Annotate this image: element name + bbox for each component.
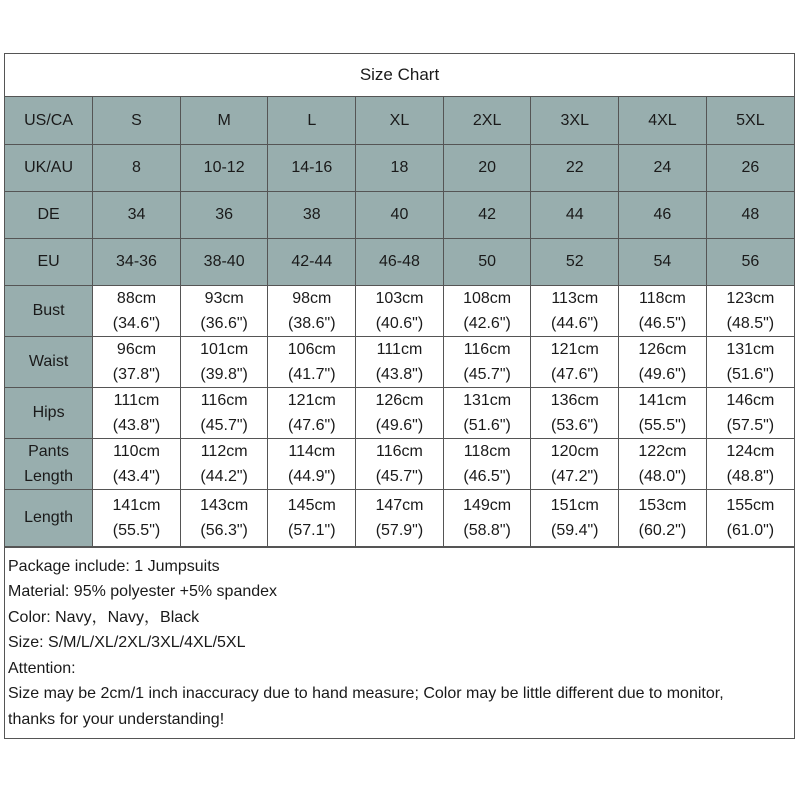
note-line: Material: 95% polyester +5% spandex bbox=[8, 583, 278, 600]
size-table bbox=[5, 97, 794, 547]
size-cell: 42 bbox=[443, 191, 531, 238]
chart-title: Size Chart bbox=[5, 54, 794, 97]
measurement-cell bbox=[706, 438, 794, 489]
measurement-cell bbox=[180, 285, 268, 336]
note-line: Size may be 2cm/1 inch inaccuracy due to hand measure; Color may be little different due to monitor, bbox=[8, 685, 724, 702]
size-row bbox=[5, 238, 794, 285]
row-header: DE bbox=[5, 191, 93, 238]
measurement-cell bbox=[93, 285, 181, 336]
measurement-cell bbox=[619, 336, 707, 387]
cm-value: 143cm bbox=[200, 496, 249, 514]
cm-value: 153cm bbox=[638, 496, 687, 514]
measurement-cell bbox=[443, 336, 531, 387]
cm-value: 155cm bbox=[726, 496, 775, 514]
cm-value: 124cm bbox=[726, 442, 775, 460]
inch-value: (49.6") bbox=[638, 365, 687, 383]
size-cell: M bbox=[180, 97, 268, 144]
measurement-cell bbox=[356, 285, 444, 336]
size-cell: 4XL bbox=[619, 97, 707, 144]
row-header bbox=[5, 336, 93, 387]
size-cell: 8 bbox=[93, 144, 181, 191]
inch-value: (56.3") bbox=[200, 521, 248, 539]
cm-value: 116cm bbox=[376, 442, 423, 460]
size-cell: 44 bbox=[531, 191, 619, 238]
size-row bbox=[5, 191, 794, 238]
size-cell: 3XL bbox=[531, 97, 619, 144]
cm-value: 123cm bbox=[726, 289, 775, 307]
measurement-cell bbox=[619, 285, 707, 336]
measurement-cell bbox=[619, 438, 707, 489]
measurement-cell bbox=[531, 285, 619, 336]
cm-value: 113cm bbox=[551, 289, 599, 307]
measurement-cell bbox=[268, 285, 356, 336]
row-header bbox=[5, 438, 93, 489]
size-cell: XL bbox=[356, 97, 444, 144]
measurement-cell bbox=[268, 336, 356, 387]
measurement-cell bbox=[268, 387, 356, 438]
size-cell: 20 bbox=[443, 144, 531, 191]
measurement-cell bbox=[619, 387, 707, 438]
size-cell: 34-36 bbox=[93, 238, 181, 285]
cm-value: 116cm bbox=[200, 391, 248, 409]
cm-value: 101cm bbox=[200, 340, 249, 358]
measurement-cell bbox=[443, 438, 531, 489]
size-cell: 26 bbox=[706, 144, 794, 191]
note-line: Size: S/M/L/XL/2XL/3XL/4XL/5XL bbox=[8, 634, 246, 651]
measurement-cell bbox=[706, 336, 794, 387]
cm-value: 118cm bbox=[639, 289, 686, 307]
size-cell: 38 bbox=[268, 191, 356, 238]
size-cell: 54 bbox=[619, 238, 707, 285]
size-cell: 40 bbox=[356, 191, 444, 238]
inch-value: (44.9") bbox=[288, 467, 336, 485]
inch-value: (43.4") bbox=[112, 467, 161, 485]
row-header-line: Bust bbox=[32, 302, 65, 319]
cm-value: 141cm bbox=[638, 391, 687, 409]
size-cell: 22 bbox=[531, 144, 619, 191]
note-line: thanks for your understanding! bbox=[8, 710, 225, 728]
measurement-row bbox=[5, 489, 794, 546]
cm-value: 112cm bbox=[200, 442, 248, 460]
inch-value: (48.8") bbox=[726, 467, 775, 485]
row-header: EU bbox=[5, 238, 93, 285]
inch-value: (53.6") bbox=[551, 416, 599, 434]
inch-value: (55.5") bbox=[112, 521, 161, 539]
size-cell: 34 bbox=[93, 191, 181, 238]
cm-value: 110cm bbox=[113, 442, 160, 460]
inch-value: (45.7") bbox=[463, 365, 511, 383]
cm-value: 131cm bbox=[463, 391, 512, 409]
cm-value: 141cm bbox=[112, 496, 161, 514]
size-table-body bbox=[5, 97, 794, 546]
measurement-row bbox=[5, 336, 794, 387]
measurement-cell bbox=[180, 387, 268, 438]
row-header bbox=[5, 489, 93, 546]
cm-value: 106cm bbox=[287, 340, 336, 358]
cm-value: 116cm bbox=[463, 340, 511, 358]
row-header bbox=[5, 285, 93, 336]
measurement-cell bbox=[531, 438, 619, 489]
inch-value: (44.6") bbox=[551, 314, 599, 332]
measurement-cell bbox=[180, 489, 268, 546]
measurement-cell bbox=[706, 489, 794, 546]
size-cell: 50 bbox=[443, 238, 531, 285]
measurement-cell bbox=[268, 489, 356, 546]
size-cell: 18 bbox=[356, 144, 444, 191]
size-cell: 38-40 bbox=[180, 238, 268, 285]
inch-value: (41.7") bbox=[288, 365, 336, 383]
cm-value: 126cm bbox=[638, 340, 687, 358]
row-header: UK/AU bbox=[5, 144, 93, 191]
size-cell: S bbox=[93, 97, 181, 144]
cm-value: 108cm bbox=[463, 289, 512, 307]
cm-value: 103cm bbox=[375, 289, 424, 307]
size-cell: 56 bbox=[706, 238, 794, 285]
row-header: US/CA bbox=[5, 97, 93, 144]
inch-value: (51.6") bbox=[726, 365, 775, 383]
inch-value: (34.6") bbox=[112, 314, 161, 332]
inch-value: (61.0") bbox=[726, 521, 775, 539]
measurement-cell bbox=[356, 489, 444, 546]
size-cell: 10-12 bbox=[180, 144, 268, 191]
cm-value: 111cm bbox=[376, 340, 423, 358]
inch-value: (60.2") bbox=[638, 521, 687, 539]
inch-value: (36.6") bbox=[200, 314, 248, 332]
row-header-line: Length bbox=[24, 509, 74, 526]
cm-value: 96cm bbox=[116, 340, 157, 358]
measurement-cell bbox=[531, 387, 619, 438]
size-chart-frame bbox=[4, 53, 795, 739]
measurement-cell bbox=[356, 387, 444, 438]
inch-value: (58.8") bbox=[463, 521, 511, 539]
size-row bbox=[5, 97, 794, 144]
measurement-cell bbox=[180, 438, 268, 489]
measurement-row bbox=[5, 387, 794, 438]
measurement-cell bbox=[93, 489, 181, 546]
measurement-cell bbox=[180, 336, 268, 387]
cm-value: 122cm bbox=[638, 442, 687, 460]
measurement-cell bbox=[93, 438, 181, 489]
cm-value: 149cm bbox=[463, 496, 512, 514]
measurement-cell bbox=[443, 489, 531, 546]
size-cell: 46 bbox=[619, 191, 707, 238]
cm-value: 93cm bbox=[204, 289, 244, 307]
inch-value: (55.5") bbox=[638, 416, 687, 434]
size-row bbox=[5, 144, 794, 191]
note-line: Attention: bbox=[8, 659, 76, 677]
measurement-cell bbox=[356, 438, 444, 489]
cm-value: 146cm bbox=[726, 391, 775, 409]
inch-value: (44.2") bbox=[200, 467, 248, 485]
measurement-cell bbox=[93, 336, 181, 387]
inch-value: (45.7") bbox=[200, 416, 248, 434]
note-line: Package include: 1 Jumpsuits bbox=[8, 557, 220, 575]
inch-value: (43.8") bbox=[112, 416, 161, 434]
inch-value: (47.6") bbox=[551, 365, 599, 383]
inch-value: (46.5") bbox=[638, 314, 687, 332]
row-header-line: Waist bbox=[28, 353, 69, 370]
inch-value: (49.6") bbox=[375, 416, 424, 434]
inch-value: (38.6") bbox=[288, 314, 336, 332]
cm-value: 121cm bbox=[287, 391, 336, 409]
measurement-cell bbox=[531, 336, 619, 387]
inch-value: (57.9") bbox=[375, 521, 424, 539]
cm-value: 136cm bbox=[550, 391, 599, 409]
size-cell: 24 bbox=[619, 144, 707, 191]
measurement-cell bbox=[443, 387, 531, 438]
inch-value: (42.6") bbox=[463, 314, 511, 332]
inch-value: (40.6") bbox=[375, 314, 424, 332]
cm-value: 151cm bbox=[550, 496, 599, 514]
size-cell: 42-44 bbox=[268, 238, 356, 285]
inch-value: (45.7") bbox=[375, 467, 424, 485]
measurement-row bbox=[5, 285, 794, 336]
measurement-cell bbox=[531, 489, 619, 546]
note-line: Color: Navy，Navy，Black bbox=[8, 608, 200, 626]
cm-value: 147cm bbox=[375, 496, 424, 514]
product-notes bbox=[5, 547, 794, 733]
row-header-line: Hips bbox=[32, 404, 65, 421]
cm-value: 114cm bbox=[288, 442, 336, 460]
measurement-cell bbox=[706, 285, 794, 336]
size-cell: 48 bbox=[706, 191, 794, 238]
inch-value: (57.5") bbox=[726, 416, 775, 434]
inch-value: (39.8") bbox=[200, 365, 248, 383]
inch-value: (48.5") bbox=[726, 314, 775, 332]
measurement-cell bbox=[619, 489, 707, 546]
cm-value: 120cm bbox=[550, 442, 599, 460]
measurement-row bbox=[5, 438, 794, 489]
size-cell: 14-16 bbox=[268, 144, 356, 191]
inch-value: (43.8") bbox=[375, 365, 424, 383]
inch-value: (57.1") bbox=[288, 521, 336, 539]
inch-value: (37.8") bbox=[112, 365, 161, 383]
size-cell: L bbox=[268, 97, 356, 144]
cm-value: 121cm bbox=[550, 340, 599, 358]
inch-value: (51.6") bbox=[463, 416, 511, 434]
cm-value: 111cm bbox=[113, 391, 160, 409]
inch-value: (47.2") bbox=[551, 467, 599, 485]
row-header-line: Pants bbox=[28, 442, 70, 460]
cm-value: 131cm bbox=[726, 340, 775, 358]
cm-value: 88cm bbox=[116, 289, 157, 307]
inch-value: (48.0") bbox=[638, 467, 687, 485]
measurement-cell bbox=[93, 387, 181, 438]
size-cell: 36 bbox=[180, 191, 268, 238]
size-cell: 46-48 bbox=[356, 238, 444, 285]
inch-value: (47.6") bbox=[288, 416, 336, 434]
cm-value: 126cm bbox=[375, 391, 424, 409]
measurement-cell bbox=[356, 336, 444, 387]
cm-value: 98cm bbox=[292, 289, 332, 307]
measurement-cell bbox=[268, 438, 356, 489]
row-header bbox=[5, 387, 93, 438]
measurement-cell bbox=[706, 387, 794, 438]
cm-value: 145cm bbox=[287, 496, 336, 514]
inch-value: (46.5") bbox=[463, 467, 511, 485]
inch-value: (59.4") bbox=[551, 521, 599, 539]
cm-value: 118cm bbox=[463, 442, 511, 460]
row-header-line: Length bbox=[24, 467, 74, 485]
measurement-cell bbox=[443, 285, 531, 336]
size-cell: 5XL bbox=[706, 97, 794, 144]
size-cell: 52 bbox=[531, 238, 619, 285]
size-cell: 2XL bbox=[443, 97, 531, 144]
